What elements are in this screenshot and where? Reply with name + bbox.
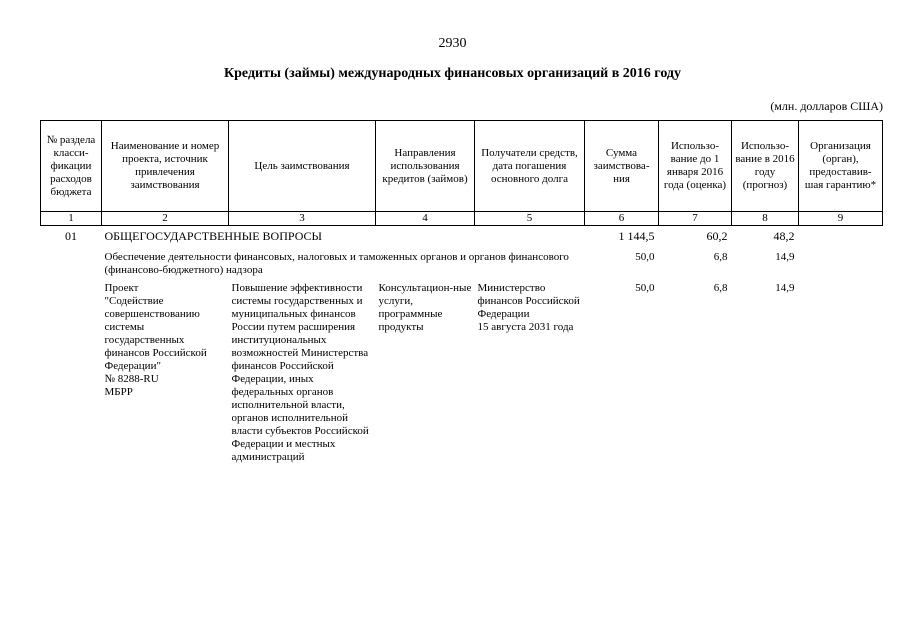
project-recipient: Министерство финансов Российской Федерации 15 августа 2031 года	[477, 282, 580, 333]
empty-cell	[799, 282, 883, 464]
column-number: 8	[732, 212, 799, 226]
section-used-before: 60,2	[706, 229, 728, 243]
column-number: 7	[659, 212, 732, 226]
empty-cell	[41, 282, 102, 464]
section-sum: 1 144,5	[618, 229, 655, 243]
column-number: 3	[229, 212, 376, 226]
empty-cell	[41, 251, 102, 282]
header-budget-section: № раздела класси-фикации расходов бюджета	[41, 121, 102, 212]
subsection-used-before: 6,8	[713, 251, 728, 263]
header-guarantor: Организация (орган), предоставив-шая гарантию*	[799, 121, 883, 212]
column-numbers-row	[41, 212, 883, 226]
project-direction: Консультацион-ные услуги, программные продукты	[378, 282, 472, 333]
header-sum: Сумма заимствова-ния	[585, 121, 659, 212]
subsection-name: Обеспечение деятельности финансовых, налоговых и таможенных органов и органов финансового (финансово-бюджетного) надзора	[104, 251, 569, 276]
project-row	[41, 282, 883, 464]
subsection-row	[41, 251, 883, 282]
column-number: 9	[799, 212, 883, 226]
header-used-forecast: Использо-вание в 2016 году (прогноз)	[732, 121, 799, 212]
document-title: Кредиты (займы) международных финансовых организаций в 2016 году	[223, 66, 681, 81]
loans-table	[40, 120, 883, 464]
column-number: 6	[585, 212, 659, 226]
section-row	[41, 226, 883, 252]
header-purpose: Цель заимствования	[229, 121, 376, 212]
column-number: 5	[475, 212, 585, 226]
units-note: (млн. долларов США)	[770, 99, 883, 113]
header-recipient: Получатели средств, дата погашения основного долга	[475, 121, 585, 212]
subsection-used-forecast: 14,9	[775, 251, 795, 263]
header-used-before: Использо-вание до 1 января 2016 года (оценка)	[659, 121, 732, 212]
subsection-sum: 50,0	[635, 251, 655, 263]
project-name: Проект "Содействие совершенствованию системы государственных финансов Российской Федерации" № 8288-RU МБРР	[104, 282, 207, 398]
project-sum: 50,0	[635, 282, 655, 294]
section-used-forecast: 48,2	[773, 229, 795, 243]
project-used-forecast: 14,9	[775, 282, 795, 294]
column-number: 2	[102, 212, 229, 226]
project-used-before: 6,8	[713, 282, 728, 294]
section-guarantor	[799, 226, 883, 252]
header-direction: Направления использования кредитов (займов)	[376, 121, 475, 212]
project-purpose: Повышение эффективности системы государственных и муниципальных финансов России путем расширения институциональных возможностей Министерства финансов Российской Федерации, иных федеральных органов исполнительной власти, органов исполнительной власти субъектов Российской Федерации и местных администраций	[231, 282, 369, 463]
section-code: 01	[65, 229, 77, 243]
section-name: ОБЩЕГОСУДАРСТВЕННЫЕ ВОПРОСЫ	[104, 229, 322, 243]
table-header-row	[41, 121, 883, 212]
header-project-name: Наименование и номер проекта, источник привлечения заимствования	[102, 121, 229, 212]
column-number: 4	[376, 212, 475, 226]
empty-cell	[799, 251, 883, 282]
column-number: 1	[41, 212, 102, 226]
page-number: 2930	[438, 36, 467, 51]
